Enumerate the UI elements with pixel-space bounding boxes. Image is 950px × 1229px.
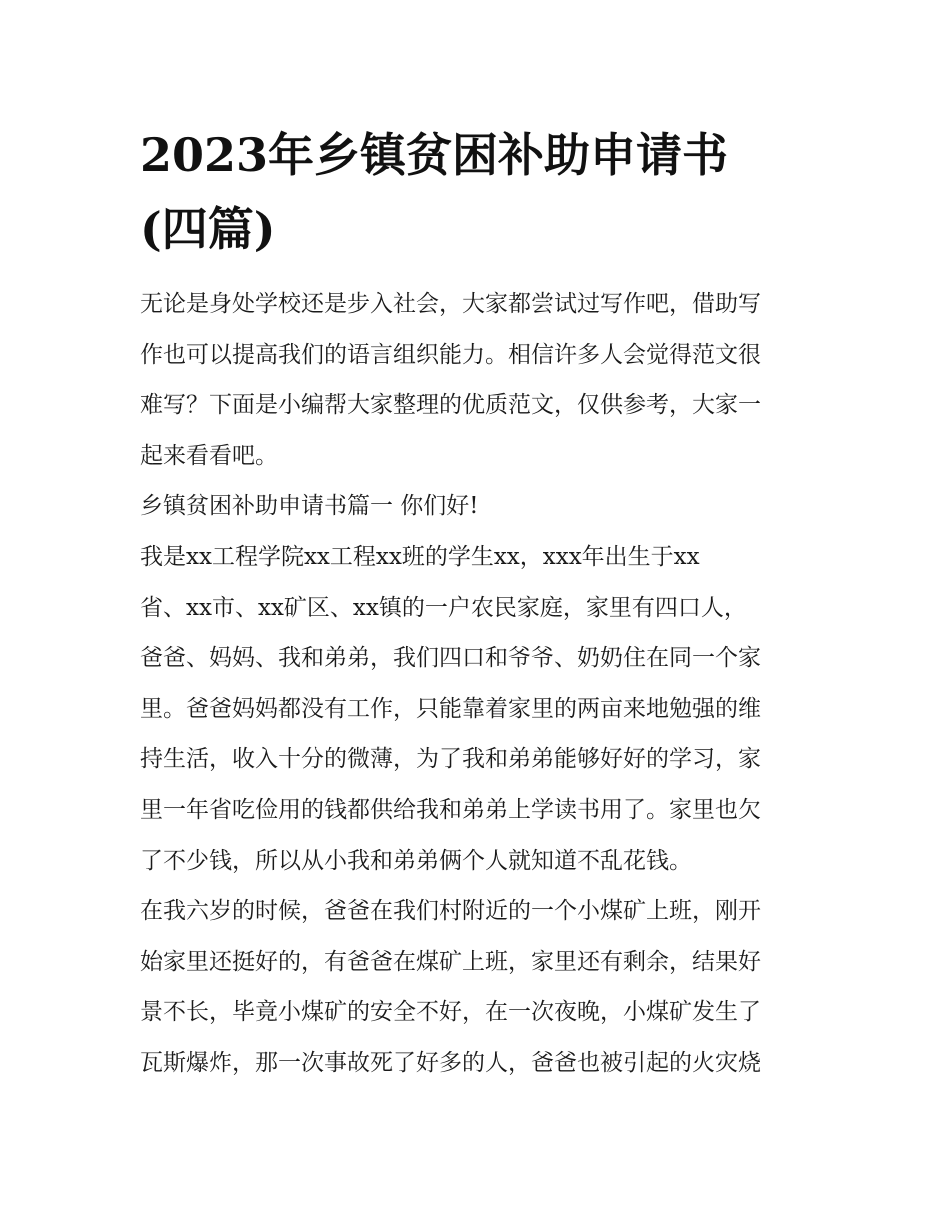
section-heading: 乡镇贫困补助申请书篇一 你们好!	[140, 493, 479, 520]
body-line: 省、xx市、xx矿区、xx镇的一户农民家庭，家里有四口人，	[140, 594, 747, 621]
body-line: 无论是身处学校还是步入社会，大家都尝试过写作吧，借助写	[140, 291, 761, 317]
body-line: 始家里还挺好的，有爸爸在煤矿上班，家里还有剩余，结果好	[140, 948, 761, 975]
body-line: 瓦斯爆炸，那一次事故死了好多的人，爸爸也被引起的火灾烧	[140, 1049, 761, 1076]
body-line: 我是xx工程学院xx工程xx班的学生xx，xxx年出生于xx	[140, 543, 700, 570]
body-line: 里一年省吃俭用的钱都供给我和弟弟上学读书用了。家里也欠	[140, 796, 761, 823]
body-line: 了不少钱，所以从小我和弟弟俩个人就知道不乱花钱。	[140, 847, 692, 874]
body-line: 作也可以提高我们的语言组织能力。相信许多人会觉得范文很	[140, 341, 761, 368]
body-line: 难写？下面是小编帮大家整理的优质范文，仅供参考，大家一	[140, 392, 761, 419]
body-line: 爸爸、妈妈、我和弟弟，我们四口和爷爷、奶奶住在同一个家	[140, 645, 761, 672]
document-title	[140, 118, 820, 266]
title-line-1: 2023年乡镇贫困补助申请书	[140, 128, 729, 182]
title-line-2: (四篇)	[140, 202, 276, 256]
document-body	[140, 279, 820, 1089]
body-line: 持生活，收入十分的微薄，为了我和弟弟能够好好的学习，家	[140, 746, 761, 773]
body-line: 景不长，毕竟小煤矿的安全不好，在一次夜晚，小煤矿发生了	[140, 999, 761, 1026]
body-line: 在我六岁的时候，爸爸在我们村附近的一个小煤矿上班，刚开	[140, 898, 761, 925]
body-line: 起来看看吧。	[140, 442, 278, 469]
body-line: 里。爸爸妈妈都没有工作，只能靠着家里的两亩来地勉强的维	[140, 695, 761, 722]
